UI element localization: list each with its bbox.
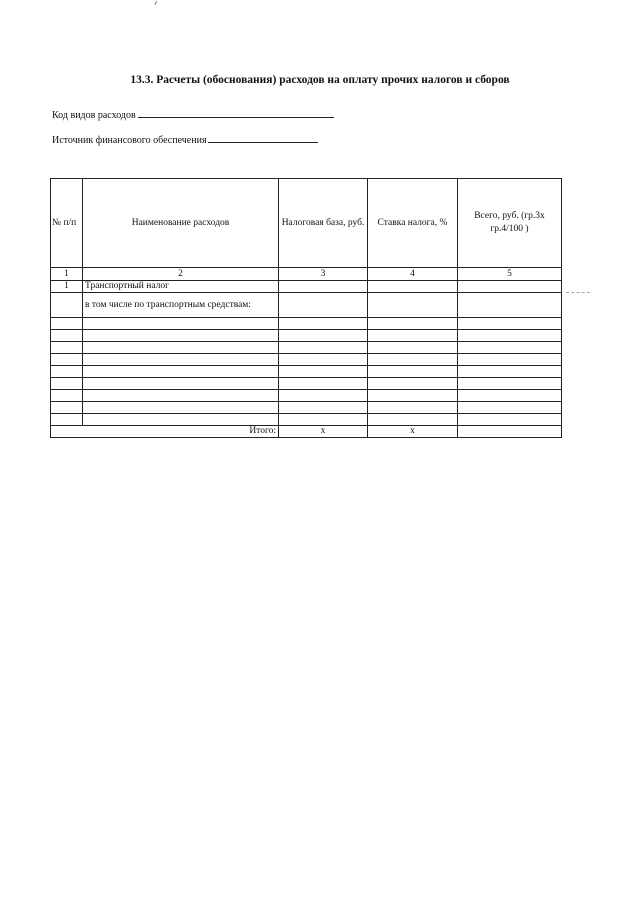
empty-cell[interactable] (368, 354, 458, 366)
empty-cell[interactable] (279, 390, 368, 402)
empty-table-row (51, 342, 562, 354)
tax-calculation-table (50, 178, 562, 438)
empty-cell[interactable] (458, 390, 562, 402)
column-number: 5 (458, 268, 562, 281)
empty-cell[interactable] (279, 318, 368, 330)
total-tax-rate: x (368, 426, 458, 438)
header-expense-name: Наименование расходов (83, 179, 279, 268)
empty-table-row (51, 390, 562, 402)
expense-code-field (52, 108, 334, 121)
empty-cell[interactable] (83, 354, 279, 366)
empty-cell[interactable] (83, 414, 279, 426)
tax-rate-cell[interactable] (368, 293, 458, 318)
funding-source-blank[interactable] (208, 133, 318, 143)
empty-cell[interactable] (458, 342, 562, 354)
column-number: 3 (279, 268, 368, 281)
empty-cell[interactable] (368, 366, 458, 378)
empty-cell[interactable] (51, 318, 83, 330)
empty-cell[interactable] (458, 402, 562, 414)
column-number-row (51, 268, 562, 281)
empty-cell[interactable] (279, 330, 368, 342)
header-number: № п/п (51, 179, 83, 268)
empty-table-row (51, 414, 562, 426)
empty-table-row (51, 378, 562, 390)
empty-cell[interactable] (51, 330, 83, 342)
table-header-row (51, 179, 562, 268)
scan-mark (154, 1, 160, 7)
empty-cell[interactable] (83, 378, 279, 390)
total-cell[interactable] (458, 293, 562, 318)
empty-table-row (51, 366, 562, 378)
empty-cell[interactable] (458, 378, 562, 390)
total-row (51, 426, 562, 438)
empty-cell[interactable] (279, 354, 368, 366)
column-number: 4 (368, 268, 458, 281)
empty-cell[interactable] (458, 354, 562, 366)
expense-code-blank[interactable] (138, 108, 334, 118)
tax-rate-cell[interactable] (368, 281, 458, 293)
tax-base-cell[interactable] (279, 293, 368, 318)
total-cell[interactable] (458, 281, 562, 293)
empty-cell[interactable] (368, 318, 458, 330)
column-number: 1 (51, 268, 83, 281)
empty-cell[interactable] (83, 402, 279, 414)
page-title: 13.3. Расчеты (обоснования) расходов на оплату прочих налогов и сборов (130, 74, 510, 86)
empty-cell[interactable] (83, 330, 279, 342)
empty-cell[interactable] (458, 366, 562, 378)
empty-cell[interactable] (279, 342, 368, 354)
empty-cell[interactable] (83, 390, 279, 402)
row-number (51, 293, 83, 318)
column-number: 2 (83, 268, 279, 281)
table-row (51, 281, 562, 293)
expense-name-cell: Транспортный налог (83, 281, 279, 293)
expense-code-label: Код видов расходов (52, 110, 136, 121)
total-sum[interactable] (458, 426, 562, 438)
empty-cell[interactable] (51, 390, 83, 402)
empty-cell[interactable] (51, 366, 83, 378)
empty-cell[interactable] (83, 342, 279, 354)
empty-cell[interactable] (83, 318, 279, 330)
total-label: Итого: (51, 426, 279, 438)
empty-cell[interactable] (279, 378, 368, 390)
empty-table-row (51, 318, 562, 330)
empty-cell[interactable] (368, 378, 458, 390)
empty-cell[interactable] (51, 354, 83, 366)
empty-cell[interactable] (368, 402, 458, 414)
empty-table-row (51, 330, 562, 342)
empty-cell[interactable] (458, 330, 562, 342)
funding-source-label: Источник финансового обеспечения (52, 135, 207, 146)
empty-cell[interactable] (368, 414, 458, 426)
row-number: 1 (51, 281, 83, 293)
empty-cell[interactable] (279, 366, 368, 378)
funding-source-field (52, 133, 318, 146)
empty-cell[interactable] (279, 402, 368, 414)
empty-table-row (51, 402, 562, 414)
expense-name-cell: в том числе по транспортным средствам: (83, 293, 279, 318)
header-total: Всего, руб. (гр.3х гр.4/100 ) (458, 179, 562, 268)
empty-cell[interactable] (51, 378, 83, 390)
empty-cell[interactable] (458, 318, 562, 330)
empty-table-row (51, 354, 562, 366)
table-row (51, 293, 562, 318)
empty-cell[interactable] (83, 366, 279, 378)
header-tax-rate: Ставка налога, % (368, 179, 458, 268)
empty-cell[interactable] (279, 414, 368, 426)
empty-cell[interactable] (51, 342, 83, 354)
total-tax-base: x (279, 426, 368, 438)
empty-cell[interactable] (368, 330, 458, 342)
scan-margin-mark (566, 292, 590, 293)
empty-cell[interactable] (51, 402, 83, 414)
empty-cell[interactable] (458, 414, 562, 426)
empty-cell[interactable] (368, 390, 458, 402)
header-tax-base: Налоговая база, руб. (279, 179, 368, 268)
tax-base-cell[interactable] (279, 281, 368, 293)
empty-cell[interactable] (51, 414, 83, 426)
empty-cell[interactable] (368, 342, 458, 354)
